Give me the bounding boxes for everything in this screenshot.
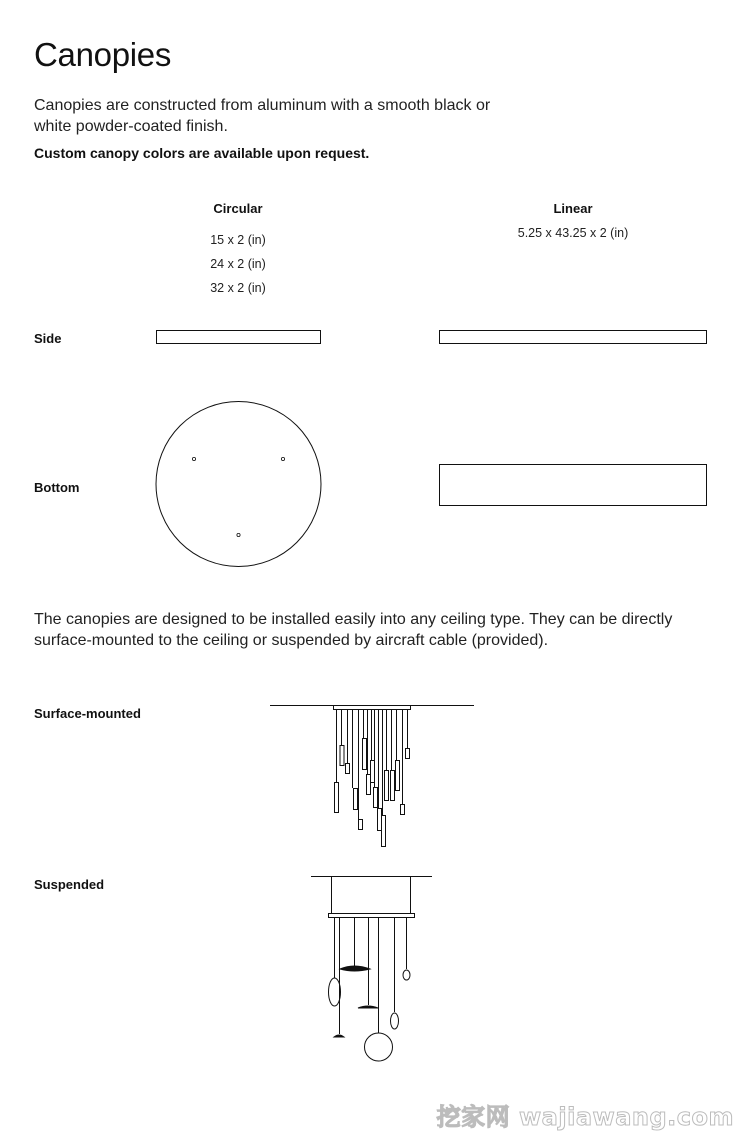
- linear-title: Linear: [553, 201, 593, 216]
- intro-text: Canopies are constructed from aluminum with a smooth black or white powder-coated finish.: [34, 97, 491, 135]
- circular-size-32: 32 x 2 (in): [210, 281, 266, 295]
- installation-description: The canopies are designed to be installed easily into any ceiling type. They can be directly surface-mounted to the ceiling or suspended by aircraft cable (provided).: [34, 611, 673, 649]
- custom-color-note: Custom canopy colors are available upon request.: [34, 145, 370, 161]
- suspended-label: Suspended: [34, 877, 105, 892]
- suspended-canopy: [329, 914, 415, 918]
- circular-size-24: 24 x 2 (in): [210, 257, 266, 271]
- bottom-label: Bottom: [34, 480, 80, 495]
- page-title: Canopies: [34, 36, 172, 73]
- circular-size-15: 15 x 2 (in): [210, 233, 266, 247]
- circular-title: Circular: [213, 201, 263, 216]
- surface-mounted-label: Surface-mounted: [34, 706, 141, 721]
- watermark: 挖家网 wajiawang.com: [436, 1103, 734, 1131]
- side-label: Side: [34, 331, 62, 346]
- linear-size: 5.25 x 43.25 x 2 (in): [517, 226, 629, 240]
